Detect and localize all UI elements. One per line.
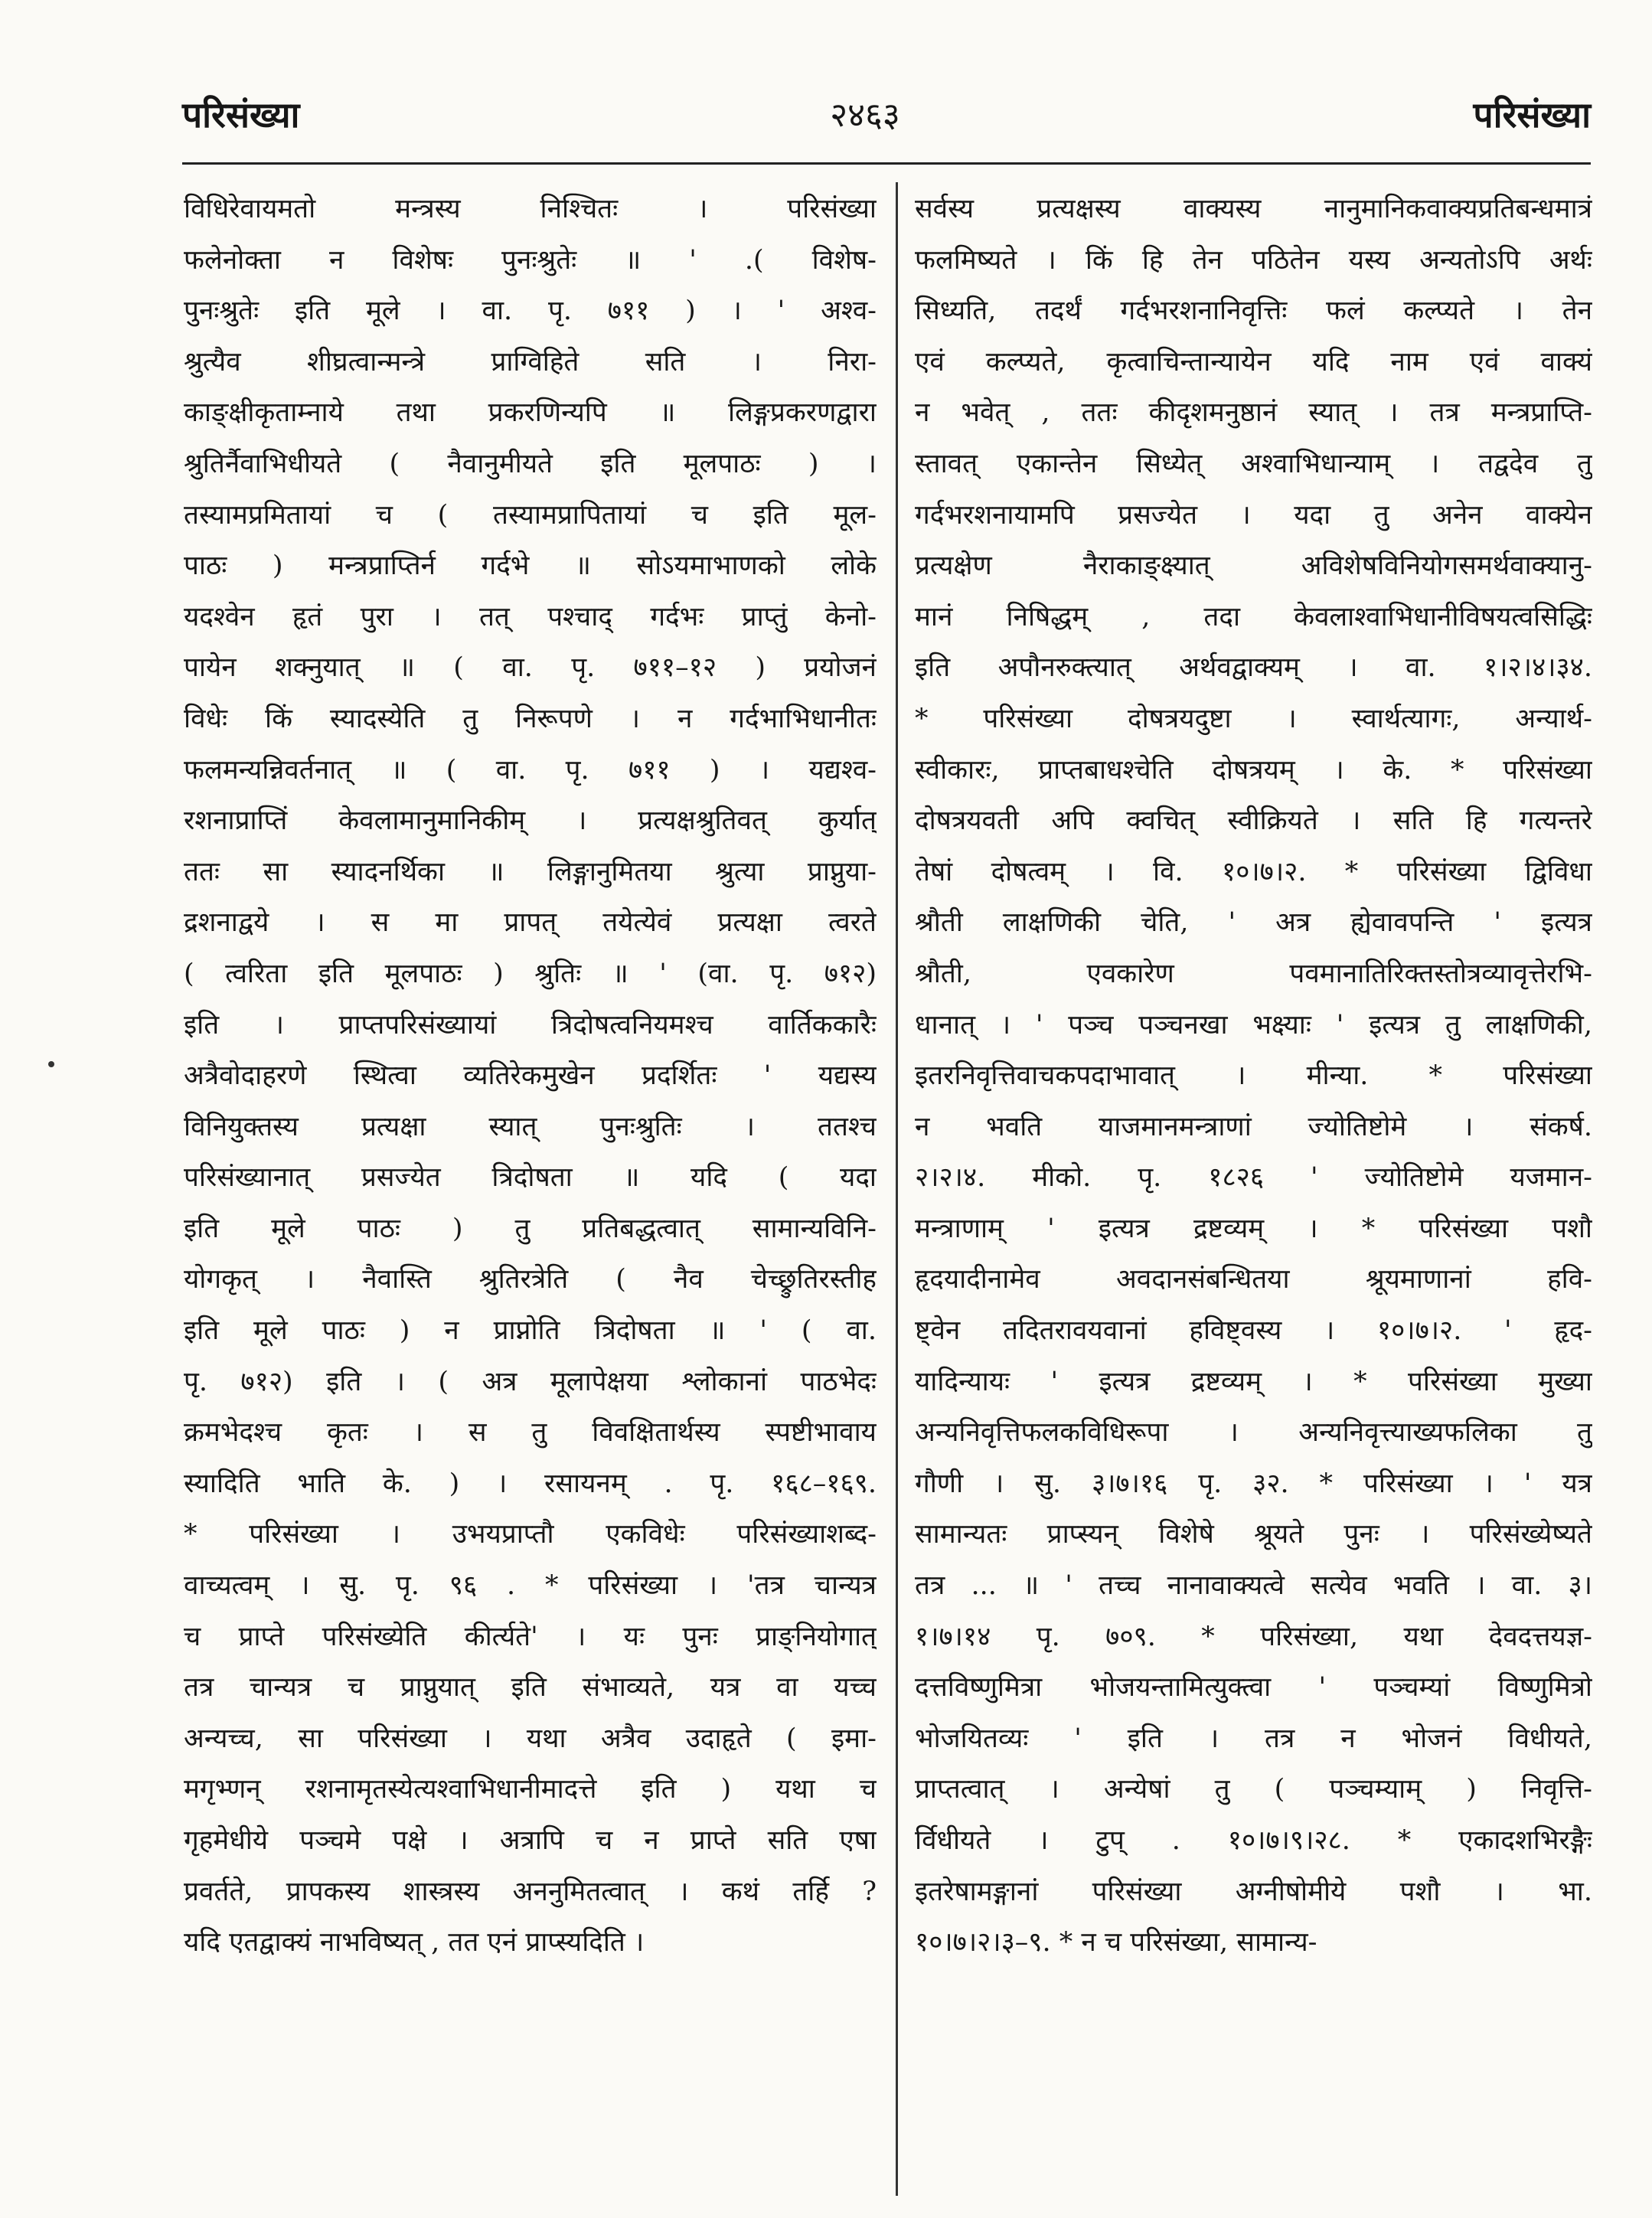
right-column-line: स्तावत् एकान्तेन सिध्येत् अश्वाभिधान्याम् । तद्वदेव तु (915, 448, 1592, 479)
right-column-line: * परिसंख्या दोषत्रयदुष्टा । स्वार्थत्यागः, अन्यार्थ- (915, 703, 1592, 734)
right-column-line: हृदयादीनामेव अवदानसंबन्धितया श्रूयमाणानां हवि- (915, 1264, 1592, 1295)
left-column-line: यदि एतद्वाक्यं नाभविष्यत् , तत एनं प्राप्स्यदिति । (184, 1927, 645, 1958)
left-column-line: प्रवर्तते, प्रापकस्य शास्त्रस्य अननुमितत्वात् । कथं तर्हि ? (184, 1876, 877, 1907)
right-column-line: अन्यनिवृत्तिफलकविधिरूपा । अन्यनिवृत्त्याख्यफलिका तु (915, 1417, 1592, 1449)
left-column-line: क्रमभेदश्च कृतः । स तु विवक्षितार्थस्य स्पष्टीभावाय (184, 1417, 877, 1449)
right-column-line: श्रौती लाक्षणिकी चेति, ' अत्र ह्येवावपन्ति ' इत्यत्र (915, 907, 1592, 939)
left-column-line: पायेन शक्नुयात् ॥ ( वा. पृ. ७११–१२ ) प्रयोजनं (184, 652, 877, 684)
left-column-line: पुनःश्रुतेः इति मूले । वा. पृ. ७११ ) । ' अश्व- (184, 296, 877, 327)
right-column-line: भोजयितव्यः ' इति । तत्र न भोजनं विधीयते, (915, 1723, 1592, 1754)
header-rule (182, 162, 1591, 165)
left-column-line: काङ्क्षीकृताम्नाये तथा प्रकरणिन्यपि ॥ लिङ्गप्रकरणद्वारा (184, 397, 877, 429)
left-column-line: पृ. ७१२) इति । ( अत्र मूलापेक्षया श्लोकानां पाठभेदः (184, 1366, 877, 1397)
left-column-line: अन्यच्च, सा परिसंख्या । यथा अत्रैव उदाहृते ( इमा- (184, 1723, 877, 1754)
right-column-line: तत्र ... ॥ ' तच्च नानावाक्यत्वे सत्येव भवति । वा. ३। (915, 1570, 1592, 1602)
right-column-line: गौणी । सु. ३।७।१६ पृ. ३२. * परिसंख्या । ' यत्र (915, 1468, 1592, 1499)
right-column-line: सर्वस्य प्रत्यक्षस्य वाक्यस्य नानुमानिकवाक्यप्रतिबन्धमात्रं (915, 194, 1592, 224)
left-column-line: योगकृत् । नैवास्ति श्रुतिरत्रेति ( नैव चेच्छ्रुतिरस्तीह (184, 1264, 877, 1295)
right-column-line: यादिन्यायः ' इत्यत्र द्रष्टव्यम् । * परिसंख्या मुख्या (915, 1366, 1592, 1397)
right-column-line: एवं कल्प्यते, कृत्वाचिन्तान्यायेन यदि नाम एवं वाक्यं (915, 346, 1592, 377)
left-column-line: विधिरेवायमतो मन्त्रस्य निश्चितः । परिसंख्या (184, 194, 877, 224)
right-column-line: १।७।१४ पृ. ७०९. * परिसंख्या, यथा देवदत्तयज्ञ- (915, 1621, 1592, 1652)
left-column-line: पाठः ) मन्त्रप्राप्तिर्न गर्दभे ॥ सोऽयमाभाणको लोके (184, 550, 877, 582)
header-left-title: परिसंख्या (182, 94, 300, 136)
left-column-line: श्रुतिर्नैवाभिधीयते ( नैवानुमीयते इति मूलपाठः ) । (184, 448, 877, 479)
left-column-line: मगृभ्णन् रशनामृतस्येत्यश्वाभिधानीमादत्ते इति ) यथा च (184, 1774, 877, 1805)
left-column (184, 184, 877, 1968)
right-column-line: २।२।४. मीको. पृ. १८२६ ' ज्योतिष्टोमे यजमान- (915, 1162, 1592, 1194)
right-column-line: दोषत्रयवती अपि क्वचित् स्वीक्रियते । सति हि गत्यन्तरे (915, 805, 1592, 837)
left-column-line: विनियुक्तस्य प्रत्यक्षा स्यात् पुनःश्रुतिः । ततश्च (184, 1111, 877, 1142)
left-column-line: गृहमेधीये पञ्चमे पक्षे । अत्रापि च न प्राप्ते सति एषा (184, 1825, 877, 1856)
right-column (915, 184, 1592, 1968)
left-column-line: अत्रैवोदाहरणे स्थित्वा व्यतिरेकमुखेन प्रदर्शितः ' यद्यस्य (184, 1060, 877, 1092)
left-column-line: रशनाप्राप्तिं केवलामानुमानिकीम् । प्रत्यक्षश्रुतिवत् कुर्यात् (184, 805, 877, 837)
left-column-line: परिसंख्यानात् प्रसज्येत त्रिदोषता ॥ यदि ( यदा (184, 1162, 877, 1194)
right-column-line: इतरेषामङ्गानां परिसंख्या अग्नीषोमीये पशौ । भा. (915, 1876, 1592, 1907)
right-column-line: श्रौती, एवकारेण पवमानातिरिक्तस्तोत्रव्यावृत्तेरभि- (915, 958, 1592, 989)
right-column-line: प्राप्तत्वात् । अन्येषां तु ( पञ्चम्याम् ) निवृत्ति- (915, 1774, 1592, 1805)
right-column-line: मन्त्राणाम् ' इत्यत्र द्रष्टव्यम् । * परिसंख्या पशौ (915, 1213, 1592, 1244)
left-column-line: इति । प्राप्तपरिसंख्यायां त्रिदोषत्वनियमश्च वार्तिककारैः (184, 1009, 877, 1040)
right-column-line: सामान्यतः प्राप्स्यन् विशेषे श्रूयते पुनः । परिसंख्येष्यते (915, 1519, 1592, 1550)
right-column-line: दत्तविष्णुमित्रा भोजयन्तामित्युक्त्वा ' पञ्चम्यां विष्णुमित्रो (915, 1672, 1592, 1704)
header-right-title: परिसंख्या (1473, 94, 1591, 136)
left-column-line: ततः सा स्यादनर्थिका ॥ लिङ्गानुमितया श्रुत्या प्राप्नुया- (184, 856, 877, 887)
right-column-line: तेषां दोषत्वम् । वि. १०।७।२. * परिसंख्या द्विविधा (915, 856, 1592, 887)
left-column-line: * परिसंख्या । उभयप्राप्तौ एकविधेः परिसंख्याशब्द- (184, 1519, 877, 1550)
left-column-line: श्रुत्यैव शीघ्रत्वान्मन्त्रे प्राग्विहिते सति । निरा- (184, 346, 877, 377)
column-divider (896, 182, 898, 2196)
right-column-line: फलमिष्यते । किं हि तेन पठितेन यस्य अन्यतोऽपि अर्थः (915, 244, 1592, 276)
left-column-line: च प्राप्ते परिसंख्येति कीर्त्यते' । यः पुनः प्राङ्नियोगात् (184, 1621, 877, 1652)
left-column-line: तस्यामप्रमितायां च ( तस्यामप्रापितायां च इति मूल- (184, 499, 877, 531)
right-column-line: सिध्यति, तदर्थं गर्दभरशनानिवृत्तिः फलं कल्प्यते । तेन (915, 296, 1592, 327)
left-column-line: यदश्वेन हृतं पुरा । तत् पश्चाद् गर्दभः प्राप्तुं केनो- (184, 601, 877, 632)
right-column-line: धानात् । ' पञ्च पञ्चनखा भक्ष्याः ' इत्यत्र तु लाक्षणिकी, (915, 1009, 1592, 1040)
left-column-line: तत्र चान्यत्र च प्राप्नुयात् इति संभाव्यते, यत्र वा यच्च (184, 1672, 877, 1704)
right-column-line: प्रत्यक्षेण नैराकाङ्क्ष्यात् अविशेषविनियोगसमर्थवाक्यानु- (915, 550, 1592, 582)
right-column-line: १०।७।२।३–९. * न च परिसंख्या, सामान्य- (915, 1927, 1317, 1958)
left-column-line: फलमन्यन्निवर्तनात् ॥ ( वा. पृ. ७११ ) । यद्यश्व- (184, 754, 877, 786)
right-column-line: इति अपौनरुक्त्यात् अर्थवद्वाक्यम् । वा. १।२।४।३४. (915, 652, 1592, 684)
right-column-line: ष्ट्वेन तदितरावयवानां हविष्ट्वस्य । १०।७।२. ' हृद- (915, 1315, 1592, 1347)
right-column-line: गर्दभरशनायामपि प्रसज्येत । यदा तु अनेन वाक्येन (915, 499, 1592, 531)
left-column-line: द्रशनाद्वये । स मा प्रापत् तयेत्येवं प्रत्यक्षा त्वरते (184, 907, 877, 939)
left-column-line: स्यादिति भाति के. ) । रसायनम् . पृ. १६८–१६९. (184, 1468, 877, 1499)
right-column-line: इतरनिवृत्तिवाचकपदाभावात् । मीन्या. * परिसंख्या (915, 1060, 1592, 1092)
left-column-line: इति मूले पाठः ) तु प्रतिबद्धत्वात् सामान्यविनि- (184, 1213, 877, 1244)
right-column-line: न भवति याजमानमन्त्राणां ज्योतिष्टोमे । संकर्ष. (915, 1111, 1592, 1142)
right-column-line: मानं निषिद्धम् , तदा केवलाश्वाभिधानीविषयत्वसिद्धिः (915, 601, 1592, 632)
right-column-line: स्वीकारः, प्राप्तबाधश्चेति दोषत्रयम् । के. * परिसंख्या (915, 754, 1592, 786)
right-column-line: र्विधीयते । टुप् . १०।७।९।२८. * एकादशभिरङ्गैः (915, 1825, 1592, 1856)
right-column-line: न भवेत् , ततः कीदृशमनुष्ठानं स्यात् । तत्र मन्त्रप्राप्ति- (915, 397, 1592, 429)
left-column-line: ( त्वरिता इति मूलपाठः ) श्रुतिः ॥ ' (वा. पृ. ७१२) (184, 958, 877, 989)
left-column-line: वाच्यत्वम् । सु. पृ. ९६ . * परिसंख्या । 'तत्र चान्यत्र (184, 1570, 877, 1602)
page-number: २४६३ (830, 96, 900, 135)
left-column-line: विधेः किं स्यादस्येति तु निरूपणे । न गर्दभाभिधानीतः (184, 703, 877, 734)
scan-speck (48, 1061, 54, 1067)
left-column-line: फलेनोक्ता न विशेषः पुनःश्रुतेः ॥ ' .( विशेष- (184, 244, 877, 276)
left-column-line: इति मूले पाठः ) न प्राप्नोति त्रिदोषता ॥ ' ( वा. (184, 1315, 877, 1347)
